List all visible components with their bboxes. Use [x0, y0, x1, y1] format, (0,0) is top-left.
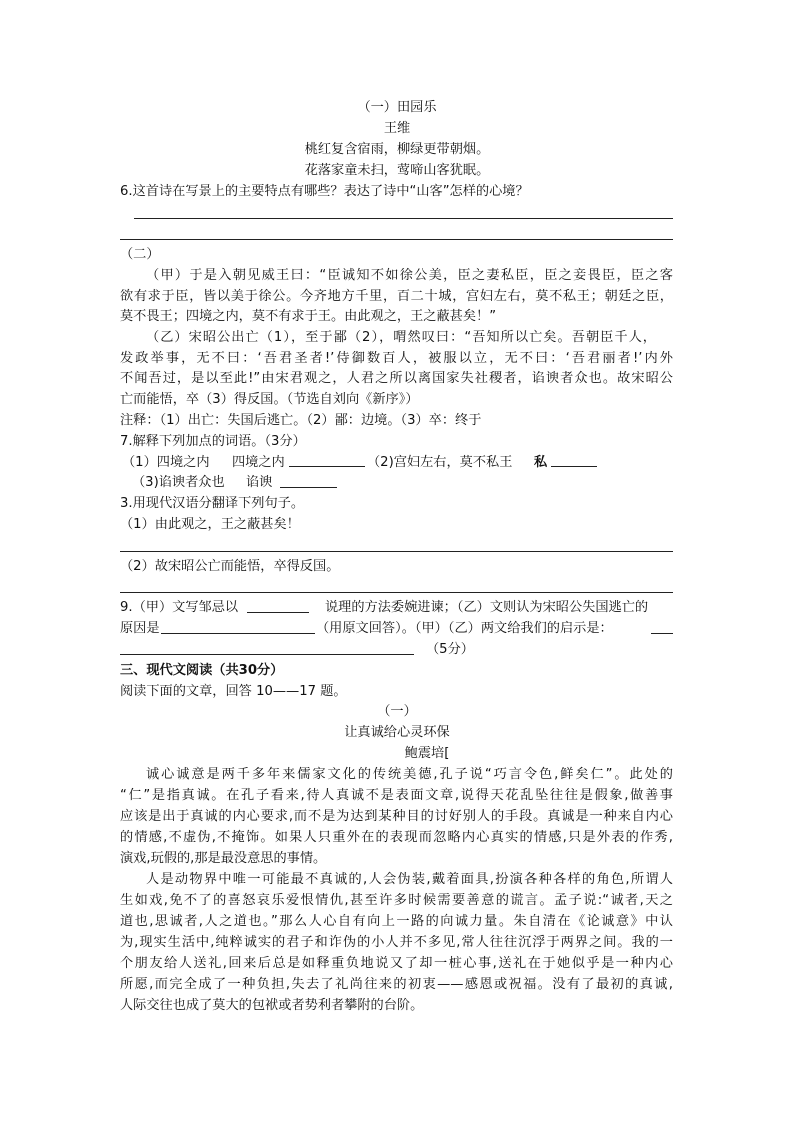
q9-line-2b: （用原文回答）。（甲）（乙）两文给我们的启示是： [316, 621, 613, 636]
paragraph-line: 的情感,不虚伪,不掩饰。如果人只重外在的表现而忽略内心真实的情感,只是外表的作秀, [120, 830, 673, 845]
passage-jia-line: 欲有求于臣，皆以美于徐公。今齐地方千里，百二十城，宫妇左右，莫不私王；朝廷之臣， [120, 289, 673, 304]
q9-answer-3[interactable] [651, 633, 673, 634]
q7-item-1: （1）四境之内 [122, 455, 210, 470]
q8-item-2: （2）故宋昭公亡而能悟，卒得反国。 [120, 559, 340, 574]
instruction: 阅读下面的文章，回答 10——17 题。 [120, 684, 347, 699]
q9-answer-3-cont[interactable] [120, 654, 414, 655]
q7-item-2: （2)宫妇左右，莫不私王 [367, 455, 513, 470]
question-8: 3.用现代汉语分翻译下列句子。 [120, 496, 305, 511]
paragraph-line: 诚心诚意是两千多年来儒家文化的传统美德,孔子说“巧言令色,鲜矣仁”。此处的 [146, 767, 673, 782]
passage-yi-line: （乙）宋昭公出亡（1），至于鄙（2），喟然叹曰：“吾知所以亡矣。吾朝臣千人， [146, 330, 656, 345]
article-title: 让真诚给心灵环保 [344, 725, 450, 740]
poem-title: （一）田园乐 [357, 100, 437, 115]
q9-line-1a: 9.（甲）文写邹忌以 [120, 600, 239, 615]
poem-author: 王维 [383, 121, 411, 136]
q9-score: （5分） [426, 642, 474, 657]
q8-item-1: （1）由此观之，王之蔽甚矣！ [120, 517, 300, 532]
q7-answer-3[interactable] [280, 487, 337, 488]
q7-answer-2[interactable] [551, 466, 597, 467]
paragraph-line: 所愿,而完全成了一种负担,失去了礼尚往来的初衷——感恩或祝福。没有了最初的真诚, [120, 977, 673, 992]
paragraph-line: 应该是出于真诚的内心要求,而不是为达到某种目的讨好别人的手段。真诚是一种来自内心 [120, 809, 673, 824]
q7-item-3: （3)谄谀者众也 [132, 475, 225, 490]
answer-line[interactable] [120, 592, 673, 593]
passage-yi-line: 不闻吾过，是以至此!”由宋君观之，人君之所以离国家失社稷者，谄谀者众也。故宋昭公 [120, 371, 673, 386]
paragraph-line: 人是动物界中唯一可能最不真诚的,人会伪装,戴着面具,扮演各种各样的角色,所谓人 [146, 872, 673, 887]
q9-answer-1[interactable] [247, 612, 309, 613]
paragraph-line: “仁”是指真诚。在孔子看来,待人真诚不是表面文章,说得天花乱坠往往是假象,做善事 [120, 788, 673, 803]
answer-line[interactable] [120, 551, 673, 552]
q9-line-1b: 说理的方法委婉进谏；（乙）文则认为宋昭公失国逃亡的 [325, 600, 649, 615]
passage-jia-line: 莫不畏王；四境之内，莫不有求于王。由此观之，王之蔽甚矣！” [120, 309, 497, 324]
passage-jia-line: （甲）于是入朝见威王曰：“臣诚知不如徐公美，臣之妻私臣，臣之妾畏臣，臣之客 [146, 268, 673, 283]
paragraph-line: 为,现实生活中,纯粹诚实的君子和诈伪的小人并不多见,常人往往沉浮于两界之间。我的一 [120, 935, 673, 950]
poem-line-1: 桃红复含宿雨，柳绿更带朝烟。 [304, 142, 490, 157]
section-heading: 三、现代文阅读（共30分） [120, 663, 284, 678]
q7-item-3-word: 谄谀 [246, 475, 273, 490]
part-label: （一） [377, 704, 417, 719]
question-7: 7.解释下列加点的词语。（3分） [120, 434, 306, 449]
section-label: （二） [120, 247, 160, 262]
paragraph-line: 道也,思诚者,人之道也。”那么人心自有向上一路的向诚力量。朱自清在《论诚意》中认 [120, 914, 673, 929]
question-6: 6.这首诗在写景上的主要特点有哪些？表达了诗中“山客”怎样的心境？ [120, 184, 529, 199]
paragraph-line: 个朋友给人送礼,回来后总是如释重负地说又了却一桩心事,送礼在于她似乎是一种内心 [120, 956, 673, 971]
q7-answer-1[interactable] [289, 466, 365, 467]
paragraph-line: 演戏,玩假的,那是最没意思的事情。 [120, 851, 327, 866]
q9-line-2a: 原因是 [120, 621, 160, 636]
poem-line-2: 花落家童未扫，莺啼山客犹眠。 [304, 163, 490, 178]
passage-yi-line: 亡而能悟，卒（3）得反国。（节选自刘向《新序》） [120, 392, 419, 407]
paragraph-line: 生如戏,免不了的喜怒哀乐爱恨情仇,甚至许多时候需要善意的谎言。孟子说:“诚者,天之 [120, 893, 673, 908]
q7-item-2-word: 私 [534, 455, 548, 470]
article-author: 鲍震培[ [404, 746, 450, 761]
notes: 注释：（1）出亡：失国后逃亡。（2）鄙：边境。（3）卒：终于 [120, 413, 482, 428]
q9-answer-2[interactable] [161, 633, 315, 634]
answer-line[interactable] [120, 239, 673, 240]
answer-line[interactable] [134, 218, 673, 219]
q7-item-1-word: 四境之内 [232, 455, 285, 470]
paragraph-line: 人际交往也成了莫大的包袱或者势利者攀附的台阶。 [120, 998, 424, 1013]
passage-yi-line: 发政举事，无不曰：‘吾君圣者!’侍御数百人，被服以立，无不曰：‘吾君丽者!’内外 [120, 351, 673, 366]
